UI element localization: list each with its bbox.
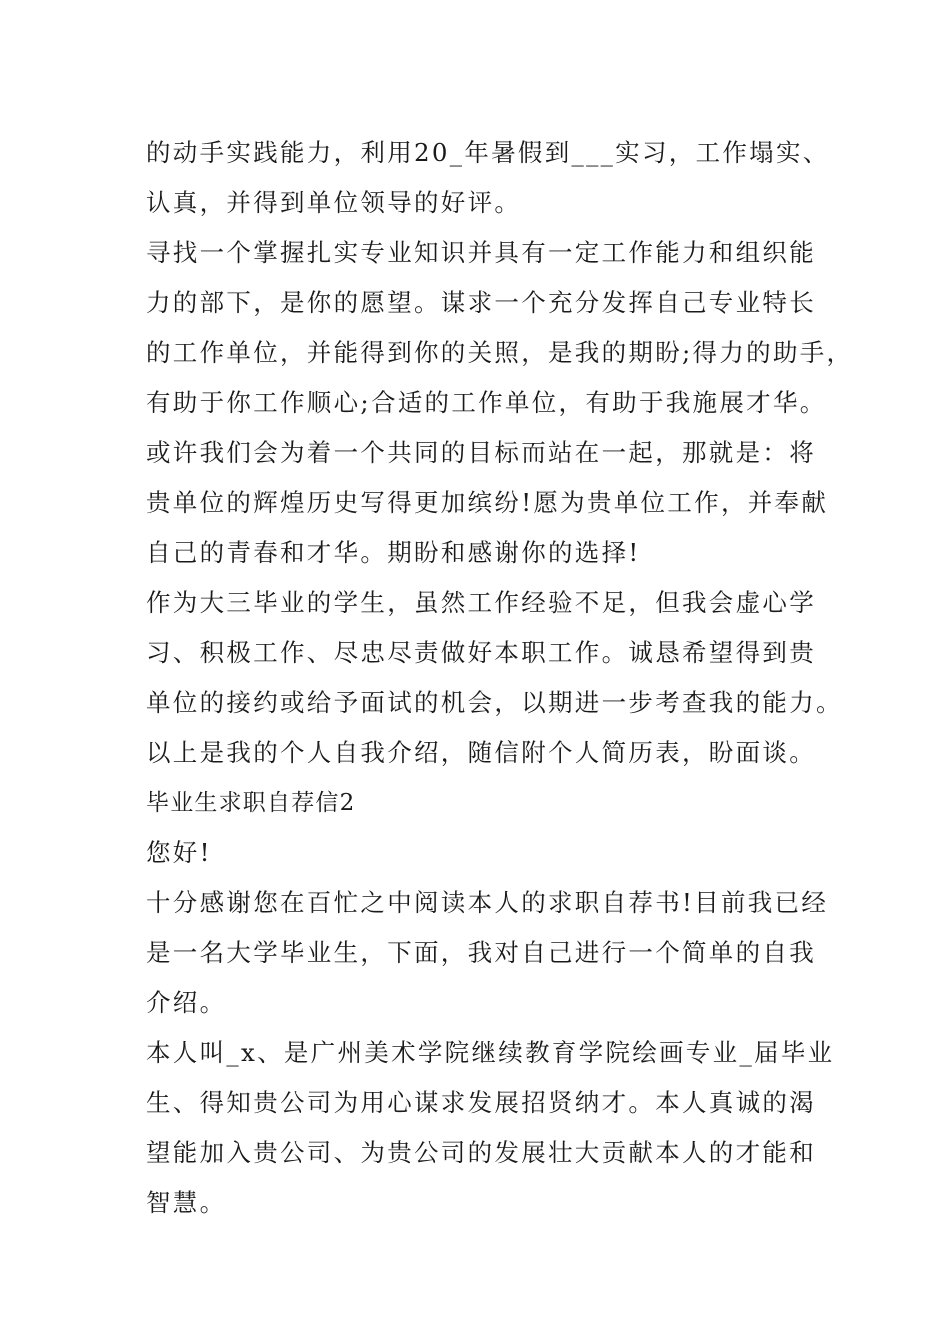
text-line: 寻找一个掌握扎实专业知识并具有一定工作能力和组织能 (146, 238, 816, 267)
text-line: 认真，并得到单位领导的好评。 (146, 188, 522, 217)
text-line: 或许我们会为着一个共同的目标而站在一起，那就是：将 (146, 438, 816, 467)
text-line: 单位的接约或给予面试的机会，以期进一步考查我的能力。 (146, 688, 843, 717)
text-line: 智慧。 (146, 1188, 227, 1217)
text-line: 生、得知贵公司为用心谋求发展招贤纳才。本人真诚的渴 (146, 1088, 816, 1117)
text-line: 有助于你工作顺心;合适的工作单位，有助于我施展才华。 (146, 388, 827, 417)
text-line: 十分感谢您在百忙之中阅读本人的求职自荐书!目前我已经 (146, 888, 829, 917)
text-line: 习、积极工作、尽忠尽责做好本职工作。诚恳希望得到贵 (146, 638, 816, 667)
document-body (146, 128, 854, 1228)
text-line: 本人叫_x、是广州美术学院继续教育学院绘画专业_届毕业 (146, 1038, 835, 1067)
text-line: 自己的青春和才华。期盼和感谢你的选择! (146, 538, 641, 567)
text-line: 是一名大学毕业生，下面，我对自己进行一个简单的自我 (146, 938, 816, 967)
text-line: 作为大三毕业的学生，虽然工作经验不足，但我会虚心学 (146, 588, 816, 617)
text-line: 以上是我的个人自我介绍，随信附个人简历表，盼面谈。 (146, 738, 816, 767)
text-line: 贵单位的辉煌历史写得更加缤纷!愿为贵单位工作，并奉献 (146, 488, 829, 517)
letter-title: 毕业生求职自荐信2 (146, 790, 356, 816)
text-line: 力的部下，是你的愿望。谋求一个充分发挥自己专业特长 (146, 288, 816, 317)
greeting-line: 您好! (146, 838, 212, 867)
text-line: 的动手实践能力，利用20_年暑假到___实习，工作塌实、 (146, 138, 830, 167)
text-line: 介绍。 (146, 988, 227, 1017)
text-line: 望能加入贵公司、为贵公司的发展壮大贡献本人的才能和 (146, 1138, 816, 1167)
text-line: 的工作单位，并能得到你的关照，是我的期盼;得力的助手， (146, 338, 854, 367)
